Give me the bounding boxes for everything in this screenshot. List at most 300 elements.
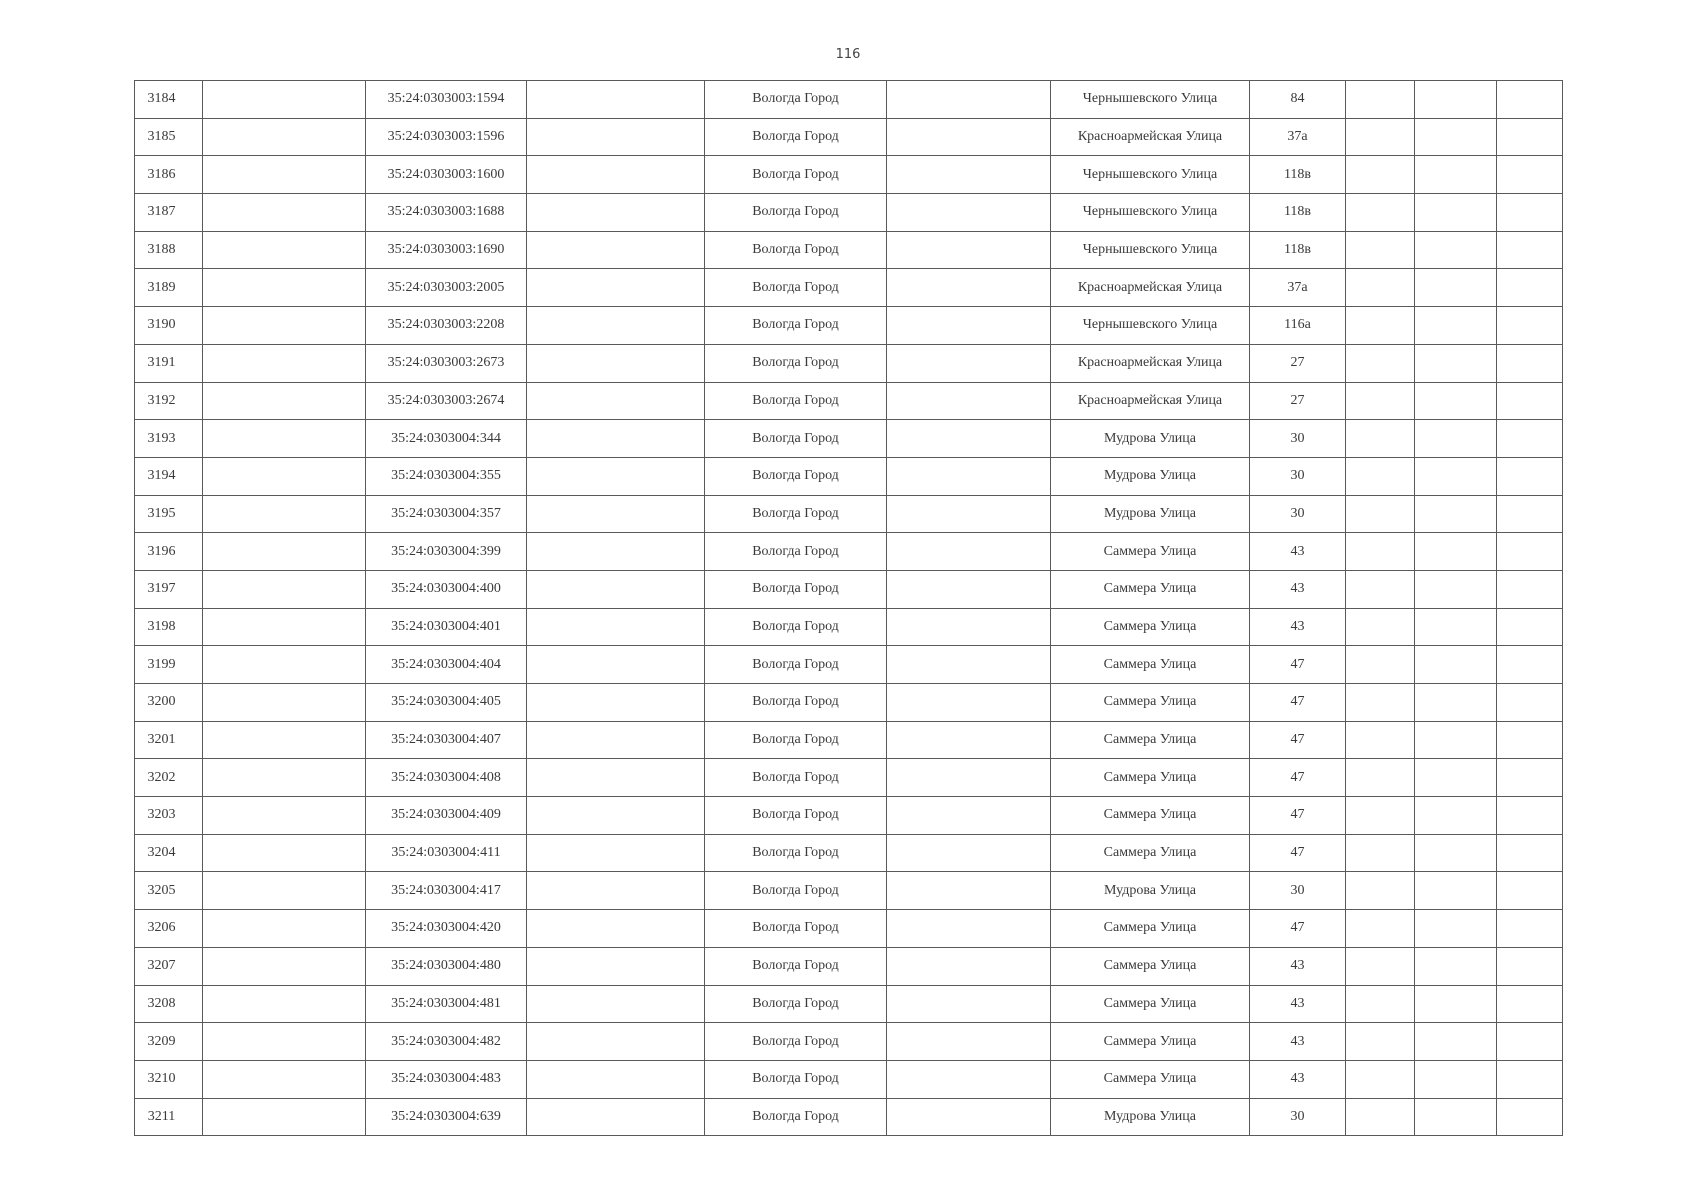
empty-cell <box>203 721 366 759</box>
empty-cell <box>1415 985 1497 1023</box>
empty-cell <box>1497 910 1563 948</box>
locality-cell: Вологда Город <box>705 533 887 571</box>
empty-cell <box>1497 947 1563 985</box>
street-cell: Саммера Улица <box>1051 646 1250 684</box>
empty-cell <box>527 156 705 194</box>
empty-cell <box>527 231 705 269</box>
empty-cell <box>203 1060 366 1098</box>
empty-cell <box>1415 156 1497 194</box>
cadastral-number-cell: 35:24:0303004:417 <box>366 872 527 910</box>
table-row <box>135 570 1563 608</box>
empty-cell <box>887 608 1051 646</box>
empty-cell <box>527 382 705 420</box>
empty-cell <box>527 797 705 835</box>
row-number-cell: 3207 <box>135 947 203 985</box>
street-cell: Мудрова Улица <box>1051 1098 1250 1136</box>
street-cell: Саммера Улица <box>1051 533 1250 571</box>
empty-cell <box>1346 307 1415 345</box>
empty-cell <box>527 1098 705 1136</box>
street-cell: Мудрова Улица <box>1051 420 1250 458</box>
house-number-cell: 30 <box>1250 872 1346 910</box>
empty-cell <box>527 269 705 307</box>
cadastral-number-cell: 35:24:0303004:399 <box>366 533 527 571</box>
row-number-cell: 3194 <box>135 457 203 495</box>
cadastral-number-cell: 35:24:0303004:481 <box>366 985 527 1023</box>
empty-cell <box>1497 533 1563 571</box>
house-number-cell: 43 <box>1250 947 1346 985</box>
empty-cell <box>1497 457 1563 495</box>
cadastral-number-cell: 35:24:0303004:355 <box>366 457 527 495</box>
row-number-cell: 3210 <box>135 1060 203 1098</box>
empty-cell <box>1497 684 1563 722</box>
table-body <box>135 81 1563 1136</box>
row-number-cell: 3186 <box>135 156 203 194</box>
cadastral-number-cell: 35:24:0303003:2208 <box>366 307 527 345</box>
house-number-cell: 30 <box>1250 1098 1346 1136</box>
table-row <box>135 533 1563 571</box>
empty-cell <box>1346 420 1415 458</box>
empty-cell <box>1415 194 1497 232</box>
empty-cell <box>527 834 705 872</box>
cadastral-number-cell: 35:24:0303004:401 <box>366 608 527 646</box>
locality-cell: Вологда Город <box>705 231 887 269</box>
empty-cell <box>1346 81 1415 119</box>
empty-cell <box>203 420 366 458</box>
row-number-cell: 3198 <box>135 608 203 646</box>
cadastral-number-cell: 35:24:0303004:482 <box>366 1023 527 1061</box>
locality-cell: Вологда Город <box>705 759 887 797</box>
empty-cell <box>1415 872 1497 910</box>
locality-cell: Вологда Город <box>705 344 887 382</box>
empty-cell <box>1415 344 1497 382</box>
row-number-cell: 3204 <box>135 834 203 872</box>
empty-cell <box>527 307 705 345</box>
empty-cell <box>887 382 1051 420</box>
locality-cell: Вологда Город <box>705 382 887 420</box>
house-number-cell: 47 <box>1250 759 1346 797</box>
empty-cell <box>1497 495 1563 533</box>
locality-cell: Вологда Город <box>705 608 887 646</box>
empty-cell <box>1415 420 1497 458</box>
street-cell: Чернышевского Улица <box>1051 81 1250 119</box>
empty-cell <box>1497 1023 1563 1061</box>
empty-cell <box>203 307 366 345</box>
cadastral-number-cell: 35:24:0303004:639 <box>366 1098 527 1136</box>
row-number-cell: 3193 <box>135 420 203 458</box>
table-row <box>135 420 1563 458</box>
empty-cell <box>1346 382 1415 420</box>
row-number-cell: 3206 <box>135 910 203 948</box>
empty-cell <box>1346 495 1415 533</box>
house-number-cell: 27 <box>1250 382 1346 420</box>
locality-cell: Вологда Город <box>705 797 887 835</box>
table-row <box>135 646 1563 684</box>
locality-cell: Вологда Город <box>705 156 887 194</box>
row-number-cell: 3208 <box>135 985 203 1023</box>
house-number-cell: 47 <box>1250 834 1346 872</box>
street-cell: Красноармейская Улица <box>1051 382 1250 420</box>
table-row <box>135 382 1563 420</box>
empty-cell <box>1497 721 1563 759</box>
empty-cell <box>1415 118 1497 156</box>
empty-cell <box>203 797 366 835</box>
cadastral-number-cell: 35:24:0303004:357 <box>366 495 527 533</box>
empty-cell <box>527 872 705 910</box>
empty-cell <box>1415 570 1497 608</box>
street-cell: Саммера Улица <box>1051 570 1250 608</box>
empty-cell <box>1346 797 1415 835</box>
table-row <box>135 721 1563 759</box>
empty-cell <box>527 1023 705 1061</box>
empty-cell <box>1346 608 1415 646</box>
empty-cell <box>203 81 366 119</box>
locality-cell: Вологда Город <box>705 721 887 759</box>
cadastral-number-cell: 35:24:0303003:1594 <box>366 81 527 119</box>
empty-cell <box>1346 759 1415 797</box>
empty-cell <box>887 81 1051 119</box>
empty-cell <box>1415 81 1497 119</box>
cadastral-number-cell: 35:24:0303004:344 <box>366 420 527 458</box>
empty-cell <box>1497 81 1563 119</box>
table-row <box>135 269 1563 307</box>
table-row <box>135 118 1563 156</box>
table-row <box>135 194 1563 232</box>
street-cell: Красноармейская Улица <box>1051 269 1250 307</box>
cadastral-number-cell: 35:24:0303004:400 <box>366 570 527 608</box>
street-cell: Саммера Улица <box>1051 721 1250 759</box>
street-cell: Саммера Улица <box>1051 834 1250 872</box>
street-cell: Саммера Улица <box>1051 759 1250 797</box>
row-number-cell: 3187 <box>135 194 203 232</box>
house-number-cell: 27 <box>1250 344 1346 382</box>
empty-cell <box>1346 118 1415 156</box>
row-number-cell: 3211 <box>135 1098 203 1136</box>
empty-cell <box>1346 1023 1415 1061</box>
locality-cell: Вологда Город <box>705 194 887 232</box>
empty-cell <box>1415 910 1497 948</box>
locality-cell: Вологда Город <box>705 1023 887 1061</box>
empty-cell <box>887 721 1051 759</box>
empty-cell <box>1346 1060 1415 1098</box>
house-number-cell: 47 <box>1250 646 1346 684</box>
table-row <box>135 156 1563 194</box>
empty-cell <box>1415 495 1497 533</box>
empty-cell <box>1497 344 1563 382</box>
empty-cell <box>1415 797 1497 835</box>
house-number-cell: 37а <box>1250 269 1346 307</box>
empty-cell <box>527 533 705 571</box>
table-row <box>135 495 1563 533</box>
locality-cell: Вологда Город <box>705 872 887 910</box>
locality-cell: Вологда Город <box>705 307 887 345</box>
cadastral-number-cell: 35:24:0303004:480 <box>366 947 527 985</box>
street-cell: Чернышевского Улица <box>1051 194 1250 232</box>
empty-cell <box>203 344 366 382</box>
empty-cell <box>887 910 1051 948</box>
locality-cell: Вологда Город <box>705 420 887 458</box>
empty-cell <box>203 1098 366 1136</box>
empty-cell <box>1497 759 1563 797</box>
locality-cell: Вологда Город <box>705 684 887 722</box>
empty-cell <box>1346 156 1415 194</box>
empty-cell <box>203 231 366 269</box>
empty-cell <box>527 759 705 797</box>
table-row <box>135 797 1563 835</box>
row-number-cell: 3185 <box>135 118 203 156</box>
row-number-cell: 3189 <box>135 269 203 307</box>
empty-cell <box>1346 947 1415 985</box>
empty-cell <box>1415 1060 1497 1098</box>
row-number-cell: 3202 <box>135 759 203 797</box>
empty-cell <box>887 947 1051 985</box>
empty-cell <box>203 156 366 194</box>
empty-cell <box>1497 797 1563 835</box>
house-number-cell: 30 <box>1250 457 1346 495</box>
locality-cell: Вологда Город <box>705 910 887 948</box>
house-number-cell: 37а <box>1250 118 1346 156</box>
empty-cell <box>1497 834 1563 872</box>
empty-cell <box>1415 1023 1497 1061</box>
empty-cell <box>203 759 366 797</box>
empty-cell <box>887 420 1051 458</box>
cadastral-number-cell: 35:24:0303003:1688 <box>366 194 527 232</box>
table-row <box>135 1060 1563 1098</box>
cadastral-number-cell: 35:24:0303003:1690 <box>366 231 527 269</box>
street-cell: Саммера Улица <box>1051 910 1250 948</box>
empty-cell <box>1497 646 1563 684</box>
empty-cell <box>887 570 1051 608</box>
cadastral-number-cell: 35:24:0303004:407 <box>366 721 527 759</box>
cadastral-number-cell: 35:24:0303004:408 <box>366 759 527 797</box>
empty-cell <box>887 1060 1051 1098</box>
empty-cell <box>1346 910 1415 948</box>
empty-cell <box>203 910 366 948</box>
house-number-cell: 47 <box>1250 721 1346 759</box>
empty-cell <box>1346 684 1415 722</box>
empty-cell <box>1415 231 1497 269</box>
locality-cell: Вологда Город <box>705 947 887 985</box>
empty-cell <box>1497 307 1563 345</box>
house-number-cell: 47 <box>1250 797 1346 835</box>
house-number-cell: 47 <box>1250 684 1346 722</box>
empty-cell <box>527 1060 705 1098</box>
table-row <box>135 834 1563 872</box>
empty-cell <box>203 872 366 910</box>
street-cell: Саммера Улица <box>1051 1060 1250 1098</box>
street-cell: Саммера Улица <box>1051 947 1250 985</box>
locality-cell: Вологда Город <box>705 457 887 495</box>
cadastral-number-cell: 35:24:0303003:2005 <box>366 269 527 307</box>
empty-cell <box>203 684 366 722</box>
locality-cell: Вологда Город <box>705 269 887 307</box>
locality-cell: Вологда Город <box>705 495 887 533</box>
table-row <box>135 307 1563 345</box>
empty-cell <box>1497 985 1563 1023</box>
empty-cell <box>203 533 366 571</box>
row-number-cell: 3190 <box>135 307 203 345</box>
empty-cell <box>203 382 366 420</box>
empty-cell <box>203 646 366 684</box>
empty-cell <box>887 156 1051 194</box>
house-number-cell: 43 <box>1250 533 1346 571</box>
street-cell: Чернышевского Улица <box>1051 231 1250 269</box>
cadastral-number-cell: 35:24:0303004:409 <box>366 797 527 835</box>
locality-cell: Вологда Город <box>705 1060 887 1098</box>
empty-cell <box>1415 533 1497 571</box>
empty-cell <box>1415 1098 1497 1136</box>
empty-cell <box>1497 872 1563 910</box>
row-number-cell: 3203 <box>135 797 203 835</box>
empty-cell <box>1497 1060 1563 1098</box>
empty-cell <box>1346 344 1415 382</box>
cadastral-number-cell: 35:24:0303003:1596 <box>366 118 527 156</box>
row-number-cell: 3209 <box>135 1023 203 1061</box>
row-number-cell: 3201 <box>135 721 203 759</box>
empty-cell <box>527 420 705 458</box>
empty-cell <box>527 344 705 382</box>
empty-cell <box>527 194 705 232</box>
empty-cell <box>1346 1098 1415 1136</box>
empty-cell <box>1497 194 1563 232</box>
empty-cell <box>1346 533 1415 571</box>
empty-cell <box>203 834 366 872</box>
street-cell: Саммера Улица <box>1051 985 1250 1023</box>
house-number-cell: 47 <box>1250 910 1346 948</box>
empty-cell <box>1346 834 1415 872</box>
empty-cell <box>1415 608 1497 646</box>
empty-cell <box>527 495 705 533</box>
empty-cell <box>887 269 1051 307</box>
empty-cell <box>1497 118 1563 156</box>
street-cell: Саммера Улица <box>1051 1023 1250 1061</box>
empty-cell <box>887 1098 1051 1136</box>
locality-cell: Вологда Город <box>705 1098 887 1136</box>
empty-cell <box>887 231 1051 269</box>
cadastral-number-cell: 35:24:0303004:404 <box>366 646 527 684</box>
empty-cell <box>527 947 705 985</box>
row-number-cell: 3195 <box>135 495 203 533</box>
house-number-cell: 43 <box>1250 570 1346 608</box>
cadastral-number-cell: 35:24:0303003:2673 <box>366 344 527 382</box>
row-number-cell: 3197 <box>135 570 203 608</box>
empty-cell <box>1497 231 1563 269</box>
empty-cell <box>887 533 1051 571</box>
house-number-cell: 43 <box>1250 1060 1346 1098</box>
house-number-cell: 43 <box>1250 1023 1346 1061</box>
empty-cell <box>203 1023 366 1061</box>
table-row <box>135 684 1563 722</box>
empty-cell <box>887 1023 1051 1061</box>
empty-cell <box>887 307 1051 345</box>
cadastral-number-cell: 35:24:0303003:2674 <box>366 382 527 420</box>
row-number-cell: 3184 <box>135 81 203 119</box>
table-row <box>135 1023 1563 1061</box>
empty-cell <box>1346 721 1415 759</box>
street-cell: Саммера Улица <box>1051 608 1250 646</box>
empty-cell <box>203 457 366 495</box>
empty-cell <box>1346 269 1415 307</box>
empty-cell <box>527 910 705 948</box>
empty-cell <box>1415 834 1497 872</box>
house-number-cell: 84 <box>1250 81 1346 119</box>
row-number-cell: 3200 <box>135 684 203 722</box>
house-number-cell: 118в <box>1250 156 1346 194</box>
house-number-cell: 30 <box>1250 495 1346 533</box>
house-number-cell: 43 <box>1250 608 1346 646</box>
street-cell: Саммера Улица <box>1051 684 1250 722</box>
cadastral-number-cell: 35:24:0303004:405 <box>366 684 527 722</box>
empty-cell <box>527 721 705 759</box>
cadastral-number-cell: 35:24:0303003:1600 <box>366 156 527 194</box>
empty-cell <box>203 570 366 608</box>
empty-cell <box>1346 457 1415 495</box>
street-cell: Красноармейская Улица <box>1051 344 1250 382</box>
empty-cell <box>887 344 1051 382</box>
empty-cell <box>203 269 366 307</box>
street-cell: Чернышевского Улица <box>1051 156 1250 194</box>
empty-cell <box>203 985 366 1023</box>
row-number-cell: 3205 <box>135 872 203 910</box>
empty-cell <box>1497 608 1563 646</box>
table-row <box>135 1098 1563 1136</box>
street-cell: Мудрова Улица <box>1051 457 1250 495</box>
empty-cell <box>1497 156 1563 194</box>
street-cell: Чернышевского Улица <box>1051 307 1250 345</box>
locality-cell: Вологда Город <box>705 81 887 119</box>
empty-cell <box>887 985 1051 1023</box>
empty-cell <box>887 457 1051 495</box>
table-row <box>135 344 1563 382</box>
empty-cell <box>1415 307 1497 345</box>
empty-cell <box>887 684 1051 722</box>
empty-cell <box>527 118 705 156</box>
empty-cell <box>1415 382 1497 420</box>
empty-cell <box>1415 646 1497 684</box>
cadastral-number-cell: 35:24:0303004:483 <box>366 1060 527 1098</box>
locality-cell: Вологда Город <box>705 646 887 684</box>
table-row <box>135 759 1563 797</box>
locality-cell: Вологда Город <box>705 985 887 1023</box>
empty-cell <box>527 81 705 119</box>
row-number-cell: 3196 <box>135 533 203 571</box>
empty-cell <box>527 608 705 646</box>
row-number-cell: 3192 <box>135 382 203 420</box>
empty-cell <box>203 118 366 156</box>
empty-cell <box>887 872 1051 910</box>
empty-cell <box>887 834 1051 872</box>
empty-cell <box>1415 269 1497 307</box>
empty-cell <box>887 646 1051 684</box>
house-number-cell: 30 <box>1250 420 1346 458</box>
empty-cell <box>1415 947 1497 985</box>
empty-cell <box>203 947 366 985</box>
house-number-cell: 43 <box>1250 985 1346 1023</box>
empty-cell <box>527 684 705 722</box>
empty-cell <box>1346 194 1415 232</box>
empty-cell <box>887 495 1051 533</box>
empty-cell <box>887 759 1051 797</box>
empty-cell <box>1346 646 1415 684</box>
street-cell: Мудрова Улица <box>1051 495 1250 533</box>
table-row <box>135 457 1563 495</box>
empty-cell <box>1346 231 1415 269</box>
empty-cell <box>1497 570 1563 608</box>
table-row <box>135 985 1563 1023</box>
street-cell: Саммера Улица <box>1051 797 1250 835</box>
table-row <box>135 872 1563 910</box>
empty-cell <box>527 985 705 1023</box>
empty-cell <box>1497 269 1563 307</box>
